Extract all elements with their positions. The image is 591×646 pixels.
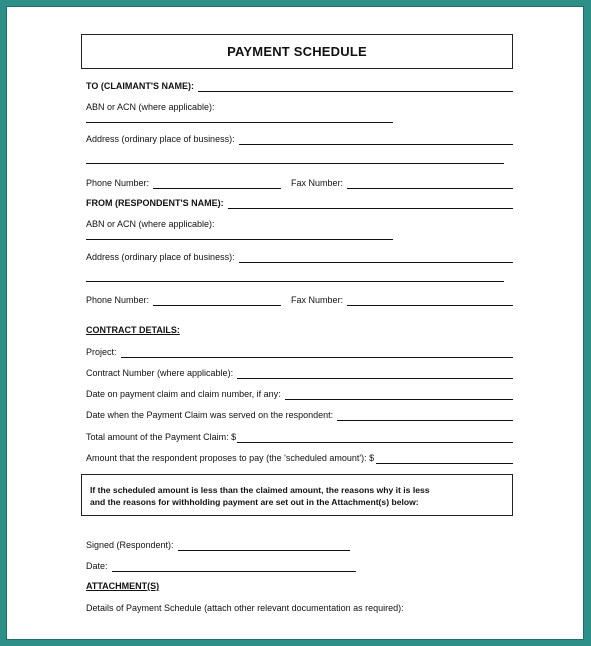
respondent-phone-label: Phone Number: xyxy=(86,295,150,305)
contract-number-row xyxy=(86,368,513,379)
served-date-field[interactable] xyxy=(337,411,513,421)
scheduled-amount-label: Amount that the respondent proposes to pay (the 'scheduled amount'): $ xyxy=(86,453,375,463)
claimant-address-field-line2[interactable] xyxy=(86,163,504,164)
respondent-fax-label: Fax Number: xyxy=(291,295,344,305)
form-title-text: PAYMENT SCHEDULE xyxy=(227,44,367,59)
date-row xyxy=(86,561,356,572)
respondent-abn-label: ABN or ACN (where applicable): xyxy=(86,219,215,229)
date-label: Date: xyxy=(86,561,108,571)
claim-date-field[interactable] xyxy=(285,390,513,400)
contract-number-field[interactable] xyxy=(237,369,513,379)
form-title xyxy=(81,34,513,69)
date-field[interactable] xyxy=(112,562,356,572)
contract-number-label: Contract Number (where applicable): xyxy=(86,368,234,378)
respondent-name-field[interactable] xyxy=(228,199,513,209)
total-claim-field[interactable] xyxy=(237,433,513,443)
attachments-details-label: Details of Payment Schedule (attach other relevant documentation as required): xyxy=(86,603,404,613)
claim-date-label: Date on payment claim and claim number, if any: xyxy=(86,389,281,399)
attachments-heading: ATTACHMENT(S) xyxy=(86,581,160,591)
respondent-address-field-line2[interactable] xyxy=(86,281,504,282)
claimant-name-row xyxy=(86,81,513,92)
claimant-address-field[interactable] xyxy=(239,135,513,145)
claimant-fax-field[interactable] xyxy=(347,179,513,189)
claimant-fax-label: Fax Number: xyxy=(291,178,344,188)
respondent-abn-field[interactable] xyxy=(86,239,393,240)
claimant-phone-field[interactable] xyxy=(153,179,281,189)
project-field[interactable] xyxy=(121,348,513,358)
claimant-address-label: Address (ordinary place of business): xyxy=(86,134,235,144)
project-label: Project: xyxy=(86,347,117,357)
claimant-address-row xyxy=(86,134,513,145)
signed-field[interactable] xyxy=(178,541,350,551)
respondent-phone-field[interactable] xyxy=(153,296,281,306)
signed-row xyxy=(86,540,350,551)
respondent-abn-row xyxy=(86,219,513,230)
claimant-abn-row xyxy=(86,102,513,113)
claimant-name-field[interactable] xyxy=(198,82,513,92)
claimant-contact-row xyxy=(86,178,513,189)
signed-label: Signed (Respondent): xyxy=(86,540,174,550)
reasons-notice-line1: If the scheduled amount is less than the claimed amount, the reasons why it is less xyxy=(90,485,430,495)
claimant-abn-field[interactable] xyxy=(86,122,393,123)
claimant-phone-label: Phone Number: xyxy=(86,178,150,188)
reasons-notice-line2: and the reasons for withholding payment are set out in the Attachment(s) below: xyxy=(90,497,419,507)
respondent-address-label: Address (ordinary place of business): xyxy=(86,252,235,262)
served-date-label: Date when the Payment Claim was served on the respondent: xyxy=(86,410,334,420)
respondent-name-label: FROM (RESPONDENT'S NAME): xyxy=(86,198,224,208)
respondent-address-row xyxy=(86,252,513,263)
respondent-name-row xyxy=(86,198,513,209)
scheduled-amount-field[interactable] xyxy=(376,454,513,464)
payment-schedule-form xyxy=(7,7,585,641)
contract-details-heading: CONTRACT DETAILS: xyxy=(86,325,180,335)
total-claim-label: Total amount of the Payment Claim: $ xyxy=(86,432,237,442)
respondent-address-field[interactable] xyxy=(239,253,513,263)
scheduled-amount-row xyxy=(86,453,513,464)
document-frame xyxy=(6,6,584,640)
respondent-fax-field[interactable] xyxy=(347,296,513,306)
respondent-contact-row xyxy=(86,295,513,306)
claimant-abn-label: ABN or ACN (where applicable): xyxy=(86,102,215,112)
project-row xyxy=(86,347,513,358)
claim-date-row xyxy=(86,389,513,400)
reasons-notice-box xyxy=(81,474,513,516)
claimant-name-label: TO (CLAIMANT'S NAME): xyxy=(86,81,194,91)
total-claim-row xyxy=(86,432,513,443)
served-date-row xyxy=(86,410,513,421)
